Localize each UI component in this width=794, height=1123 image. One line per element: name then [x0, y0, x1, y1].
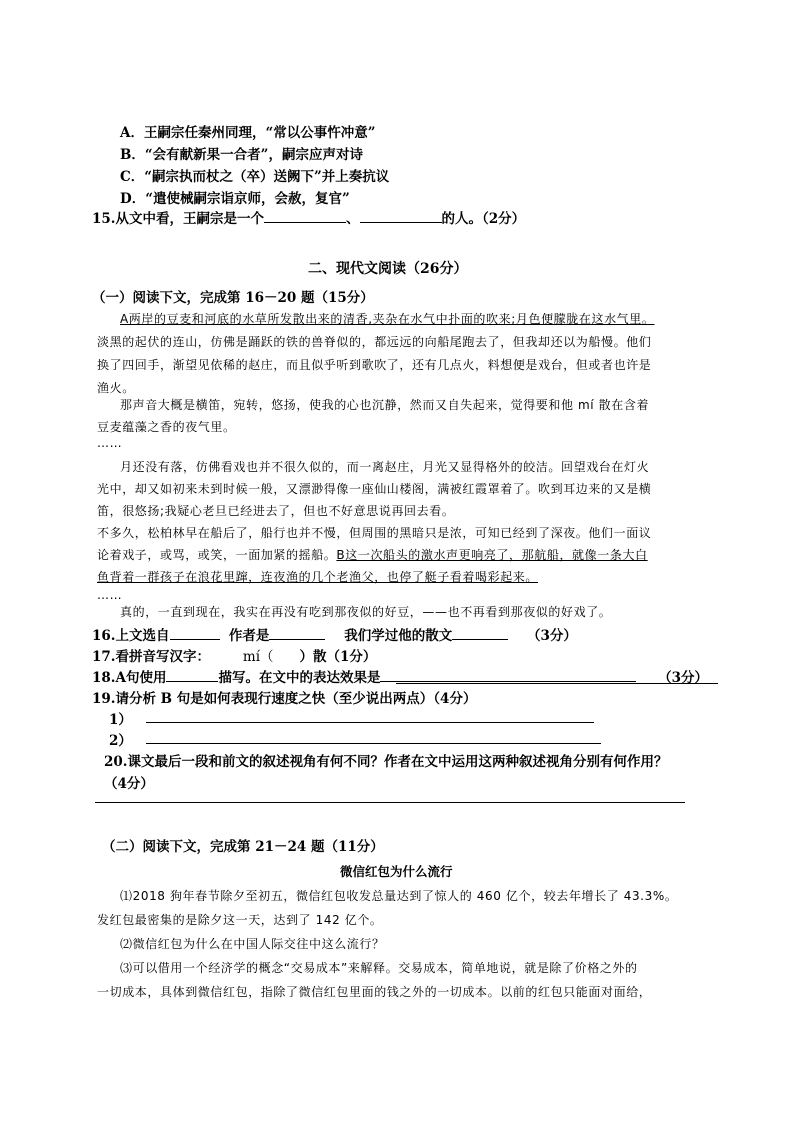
- q18-text-pre: 18.A句使用: [92, 670, 167, 686]
- question-16: [92, 624, 577, 644]
- part1-heading: （一）阅读下文，完成第 16－20 题（15分）: [92, 290, 374, 306]
- q19-answer-line-1[interactable]: [146, 722, 594, 723]
- q15-text-post: 的人。（2分）: [441, 211, 526, 227]
- q15-text-mid: 、: [346, 211, 360, 227]
- question-20: 20.课文最后一段和前文的叙述视角有何不同？作者在文中运用这两种叙述视角分别有何作用？: [104, 754, 668, 770]
- q18-blank-2[interactable]: [380, 667, 636, 682]
- passage-line: 换了四回手，渐望见依稀的赵庄，而且似乎听到歌吹了，还有几点火，料想便是戏台，但或者也许是: [97, 358, 652, 372]
- q16-text-mid1: 作者是: [228, 628, 270, 644]
- option-c: C．“嗣宗执而杖之（卒）送阙下”并上奏抗议: [120, 169, 390, 185]
- q16-text-post: （3分）: [527, 628, 577, 644]
- q16-blank-2[interactable]: [269, 625, 325, 640]
- question-17: [92, 645, 376, 665]
- q15-text-pre: 15.从文中看，王嗣宗是一个: [92, 211, 264, 227]
- q19-answer-line-2[interactable]: [146, 743, 601, 744]
- passage-line: 不多久，松柏林早在船后了，船行也并不慢，但周围的黑暗只是浓，可知已经到了深夜。他们一面议: [97, 526, 652, 540]
- passage-line: 月还没有落，仿佛看戏也并不很久似的，而一离赵庄，月光又显得格外的皎洁。回望戏台在灯火: [120, 460, 650, 474]
- passage-line: ⑶可以借用一个经济学的概念“交易成本”来解释。交易成本，简单地说，就是除了价格之外的: [120, 961, 638, 975]
- passage-line: 豆麦蕴藻之香的夜气里。: [97, 420, 236, 434]
- q20-answer-line[interactable]: [95, 802, 685, 803]
- q16-text-mid2: 我们学过他的散文: [344, 628, 453, 644]
- passage-line: 笛，很悠扬;我疑心老旦已经进去了，但也不好意思说再回去看。: [97, 504, 455, 518]
- sentence-a: A两岸的豆麦和河底的水草所发散出来的清香,夹杂在水气中扑面的吹来;月色便朦胧在这水气里。: [120, 312, 655, 326]
- q17-text-post: ）散（1分）: [299, 649, 377, 665]
- sentence-b-cont: 鱼背着一群孩子在浪花里蹿，连夜渔的几个老渔父，也停了艇子看着喝彩起来。: [97, 570, 539, 584]
- ellipsis: ……: [97, 436, 123, 450]
- option-d: D．“遣使械嗣宗诣京师，会赦，复官”: [120, 191, 350, 207]
- sentence-b: B这一次船头的激水声更响亮了，那航船，就像一条大白: [336, 548, 648, 562]
- q17-text-pre: 17.看拼音写汉字：: [92, 649, 210, 665]
- passage-line: [97, 546, 648, 563]
- passage-text: 论着戏子，或骂，或笑，一面加紧的摇船。: [97, 548, 337, 562]
- q18-text-post: （3分）: [658, 670, 708, 686]
- q17-pinyin: mí（: [242, 649, 274, 665]
- passage-line: 那声音大概是横笛，宛转，悠扬，使我的心也沉静，然而又自失起来，觉得要和他 mí 散在含着: [120, 398, 650, 412]
- question-20-score: （4分）: [104, 776, 154, 792]
- q19-item-2: 2）: [109, 733, 132, 749]
- passage-line: 淡黑的起伏的连山，仿佛是踊跃的铁的兽脊似的，都远远的向船尾跑去了，但我却还以为船慢。他们: [97, 335, 652, 349]
- q16-blank-1[interactable]: [170, 625, 220, 640]
- question-19: 19.请分析 B 句是如何表现行速度之快（至少说出两点）（4分）: [92, 691, 477, 707]
- section-title: 二、现代文阅读（26分）: [308, 261, 468, 277]
- passage-line: 发红包最密集的是除夕这一天，达到了 142 亿个。: [97, 913, 383, 927]
- passage-line: 渔火。: [97, 381, 135, 395]
- passage-line: 光中，却又如初来未到时候一般，又漂渺得像一座仙山楼阁，满被红霞罩着了。吹到耳边来的又是横: [97, 482, 652, 496]
- q15-blank-2[interactable]: [360, 208, 442, 223]
- ellipsis: ……: [97, 588, 123, 602]
- part2-heading: （二）阅读下文，完成第 21－24 题（11分）: [102, 839, 384, 855]
- option-b: B．“会有献新果一合者”，嗣宗应声对诗: [120, 147, 363, 163]
- option-a: A．王嗣宗任秦州同理，“常以公事忤冲意”: [120, 125, 376, 141]
- q18-answer-line: [396, 683, 718, 684]
- q17-blank[interactable]: [274, 647, 300, 661]
- passage-line: 真的，一直到现在，我实在再没有吃到那夜似的好豆，——也不再看到那夜似的好戏了。: [120, 605, 612, 619]
- q18-blank-1[interactable]: [166, 667, 218, 682]
- question-15: [92, 207, 525, 227]
- passage-line: 一切成本，具体到微信红包，指除了微信红包里面的钱之外的一切成本。以前的红包只能面对面给，: [97, 985, 652, 999]
- q19-item-1: 1）: [109, 712, 132, 728]
- article-title: 微信红包为什么流行: [340, 864, 453, 879]
- q16-text-pre: 16.上文选自: [92, 628, 170, 644]
- passage-line: ⑵微信红包为什么在中国人际交往中这么流行？: [120, 937, 385, 951]
- q15-blank-1[interactable]: [264, 208, 346, 223]
- q18-text-mid: 描写。在文中的表达效果是: [218, 670, 381, 686]
- passage-line: ⑴2018 狗年春节除夕至初五，微信红包收发总量达到了惊人的 460 亿个，较去年增长了 43.3%。: [120, 889, 678, 903]
- q16-blank-3[interactable]: [452, 625, 508, 640]
